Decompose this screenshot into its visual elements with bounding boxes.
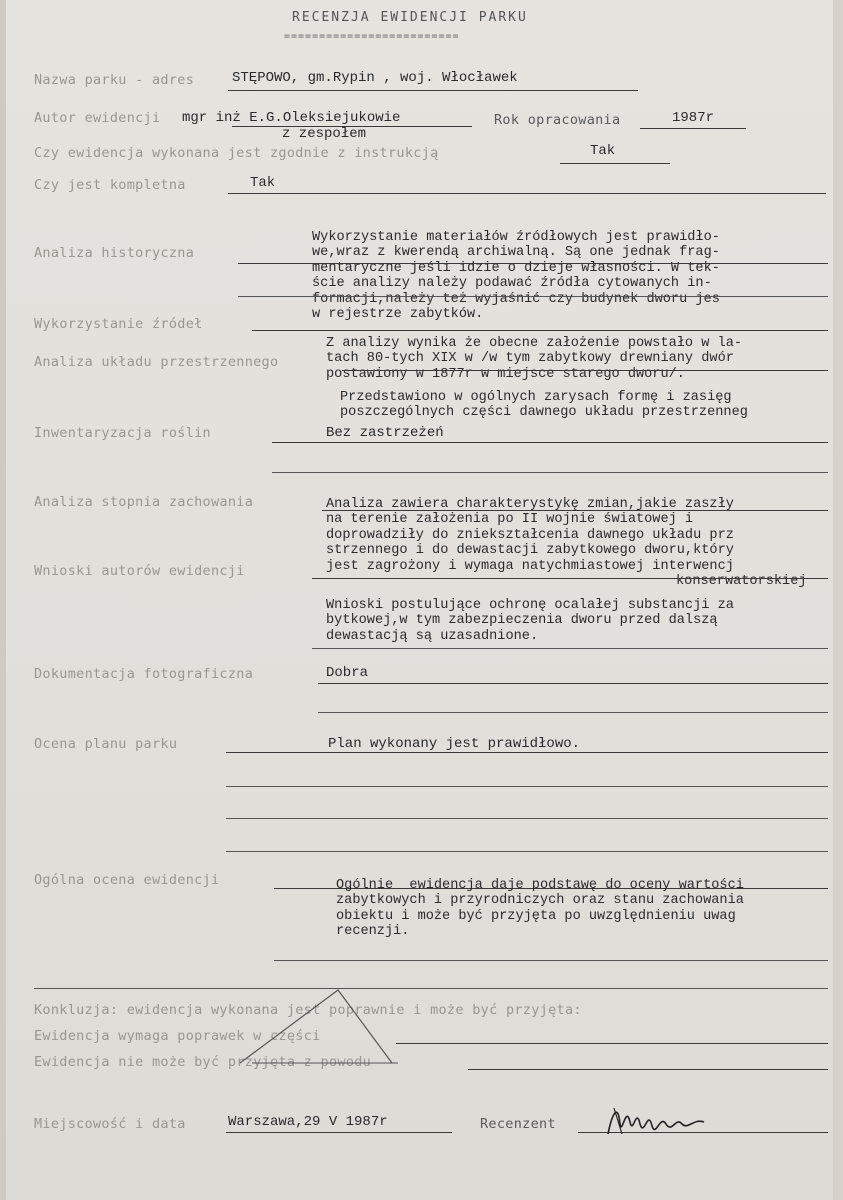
historyczna-line-3: mentaryczne jeśli idzie o dzieje własności. W tek- [312,260,720,276]
historyczna-label: Analiza historyczna [34,245,195,261]
ogolna-line-c [34,988,828,989]
paper-edge-left [0,0,6,1200]
ogolna-label: Ogólna ocena ewidencji [34,872,220,888]
wnioski-line-3: dewastacją są uzasadnione. [326,628,539,644]
ogolna-line-2: zabytkowych i przyrodniczych oraz stanu zachowania [336,893,744,908]
nazwa-value: STĘPOWO, gm.Rypin , woj. Włocławek [232,70,518,86]
uklad-line-2: poszczególnych części dawnego układu przestrzenneg [340,405,748,420]
historyczna-line-b [238,296,828,297]
foto-label: Dokumentacja fotograficzna [34,666,254,682]
zachowania-line-3: doprowadziły do zniekształcenia dawnego układu prz [326,527,734,543]
wnioski-label: Wnioski autorów ewidencji [34,563,245,579]
plan-label: Ocena planu parku [34,736,178,752]
zrodel-label: Wykorzystanie źródeł [34,316,203,332]
autor-value-2: z zespołem [282,126,367,142]
ogolna-line-b [274,960,828,961]
konkluzja-line-3: Ewidencja nie może być przyjęta z powodu [34,1054,372,1070]
zachowania-line-5: jest zagrożony i wymaga natychmiastowej interwencj [326,558,734,574]
konkluzja-line-1: Konkluzja: ewidencja wykonana jest poprawnie i może być przyjęta: [34,1002,582,1018]
roslin-label: Inwentaryzacja roślin [34,425,211,441]
roslin-line-b [272,472,828,473]
document-title: RECENZJA EWIDENCJI PARKU [292,10,528,25]
historyczna-line-1: Wykorzystanie materiałów źródłowych jest prawidło- [312,229,720,245]
zrodel-line-1: Z analizy wynika że obecne założenie powstało w la- [326,335,743,351]
ogolna-line-4: recenzji. [336,924,410,939]
kompletna-label: Czy jest kompletna [34,177,186,193]
konkluzja-line-2-rule [396,1043,828,1044]
historyczna-line-6: w rejestrze zabytków. [312,307,484,322]
kompletna-value: Tak [250,175,276,191]
foto-line-b [318,712,828,713]
roslin-value: Bez zastrzeżeń [326,425,444,441]
uklad-line-1: Przedstawiono w ogólnych zarysach formę i zasięg [340,389,732,405]
roslin-line [272,442,828,443]
wnioski-line-1: Wnioski postulujące ochronę ocalałej substancji za [326,597,734,613]
plan-value: Plan wykonany jest prawidłowo. [328,736,581,752]
historyczna-line-5: formacji,należy też wyjaśnić czy budynek dworu jes [312,291,720,307]
instrukcja-line [560,163,670,164]
ogolna-text [336,862,744,955]
paper-edge-right [833,0,843,1200]
miejsce-label: Miejscowość i data [34,1116,186,1132]
zrodel-line-3: postawiony w 1877r w miejsce starego dworu/. [326,366,685,382]
zachowania-line-1: Analiza zawiera charakterystykę zmian,jakie zaszły [326,496,734,512]
plan-line-c [226,818,828,819]
miejsce-value: Warszawa,29 V 1987r [228,1114,388,1130]
plan-line [226,752,828,753]
wnioski-line [312,578,828,579]
historyczna-line [238,263,828,264]
autor-value: mgr inż E.G.Oleksiejukowie [182,110,401,126]
historyczna-line-4: ście analizy należy podawać źródła cytowanych in- [312,276,712,291]
foto-line [318,683,828,684]
zachowania-line-4: strzennego i do dewastacji zabytkowego dworu,który [326,543,734,558]
foto-value: Dobra [326,665,369,681]
signature-icon [600,1094,720,1144]
konkluzja-line-2: Ewidencja wymaga poprawek w części [34,1028,321,1044]
zachowania-line-6: konserwatorskiej [676,574,807,589]
nazwa-line [228,90,638,91]
historyczna-line-2: we,wraz z kwerendą archiwalną. Są one jednak frag- [312,245,720,260]
uklad-line [342,370,828,371]
rok-value: 1987r [672,110,715,126]
wnioski-line-2: bytkowej,w tym zabezpieczenia dworu przed dalszą [326,613,718,628]
ogolna-line-1: Ogólnie ewidencja daje podstawę do oceny wartości [336,877,744,893]
recenzent-label: Recenzent [480,1116,556,1132]
plan-line-d [226,851,828,852]
rok-label: Rok opracowania [494,112,621,128]
konkluzja-line-3-rule [468,1069,828,1070]
uklad-label: Analiza układu przestrzennego [34,354,279,370]
miejsce-line [226,1132,452,1133]
instrukcja-label: Czy ewidencja wykonana jest zgodnie z instrukcją [34,145,439,161]
zachowania-line-2: na terenie założenia po II wojnie światowej i [326,512,694,527]
wnioski-line-b [312,648,828,649]
zachowania-label: Analiza stopnia zachowania [34,494,254,510]
rok-line [640,128,746,129]
zrodel-line-2: tach 80-tych XIX w /w tym zabytkowy drewniany dwór [326,351,734,366]
kompletna-line [228,193,826,194]
plan-line-b [226,786,828,787]
ogolna-line-3: obiektu i może być przyjęta po uwzględnieniu uwag [336,908,736,924]
nazwa-label: Nazwa parku - adres [34,72,195,88]
autor-label: Autor ewidencji [34,110,161,126]
title-underline: ========================= [284,31,460,42]
instrukcja-value: Tak [590,143,616,159]
